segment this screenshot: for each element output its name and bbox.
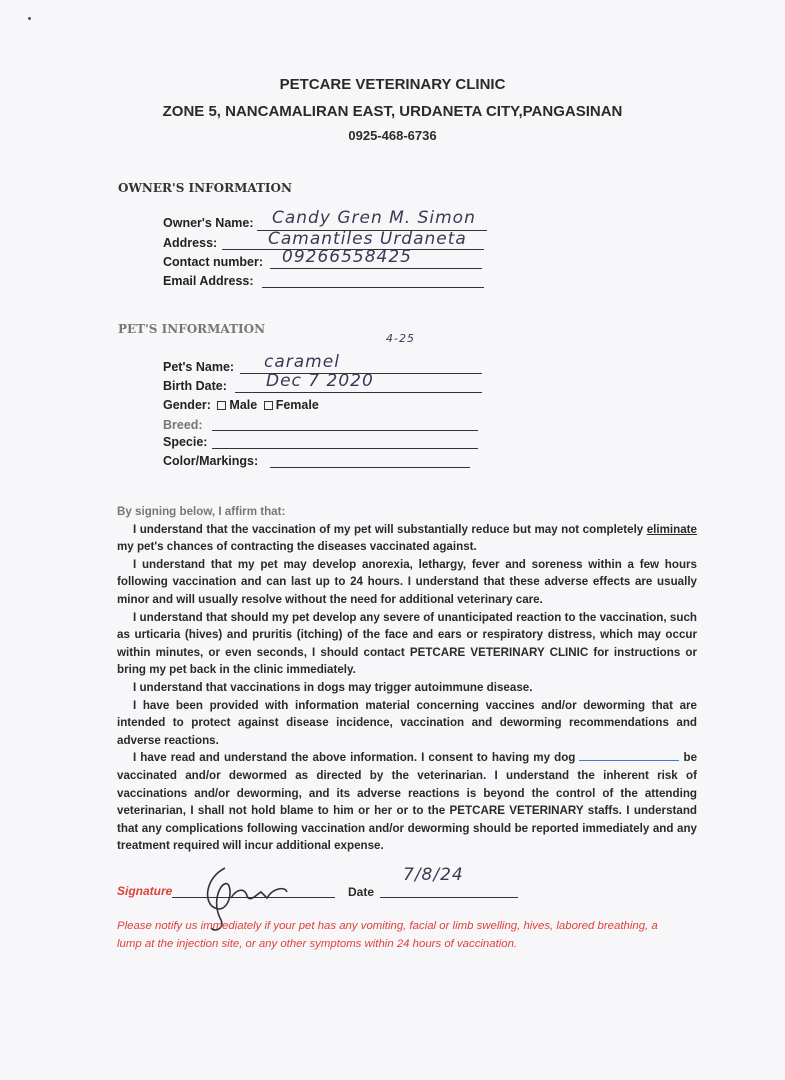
pet-section-title: PET'S INFORMATION xyxy=(118,322,266,336)
breed-label: Breed: xyxy=(163,418,203,432)
birth-value: Dec 7 2020 xyxy=(266,371,374,391)
consent-p2: I understand that my pet may develop anorexia, lethargy, fever and soreness within a few hours following vaccination and can last up to 24 hours. I understand that these adverse effects are usually minor and will usually resolve without the need for additional veterinary care. xyxy=(117,557,697,606)
pet-name-label: Pet's Name: xyxy=(163,360,235,374)
clinic-name: PETCARE VETERINARY CLINIC xyxy=(279,76,506,93)
email-line xyxy=(262,287,484,288)
clinic-phone: 0925-468-6736 xyxy=(348,128,437,143)
notice-text: Please notify us immediately if your pet has any vomiting, facial or limb swelling, hives, labored breathing, a lump at the injection site, or any other symptoms within 24 hours of vaccination. xyxy=(117,920,658,950)
signature-label: Signature xyxy=(117,884,173,898)
clinic-address: ZONE 5, NANCAMALIRAN EAST, URDANETA CITY,PANGASINAN xyxy=(162,103,623,120)
consent-p4: I understand that vaccinations in dogs may trigger autoimmune disease. xyxy=(133,680,533,694)
consent-p5: I have been provided with information material concerning vaccines and/or deworming that are intended to protect against disease incidence, vaccination and deworming recommendations and adverse reactions. xyxy=(117,698,697,747)
pet-note: 4-25 xyxy=(386,332,415,345)
birth-line xyxy=(235,392,482,393)
date-line xyxy=(380,897,518,898)
specie-line xyxy=(212,448,478,449)
consent-p6: I have read and understand the above information. I consent to having my dog be vaccinated and/or dewormed as directed by the veterinarian. I understand the inherent risk of vaccinations and/or deworming, and its adverse reactions is beyond the control of the attending veterinarian, I shall not hold blame to him or her or to the PETCARE VETERINARY staffs. I understand that any complications following vaccination and/or deworming should be reported immediately and any treatment required will incur additional expense. xyxy=(117,751,698,853)
address-label: Address: xyxy=(163,236,218,250)
email-label: Email Address: xyxy=(163,274,254,288)
consent-p1: I understand that the vaccination of my pet will substantially reduce but may not completely eliminate my pet's chances of contracting the diseases vaccinated against. xyxy=(117,522,697,554)
male-label: Male xyxy=(229,398,258,412)
owner-name-value: Candy Gren M. Simon xyxy=(272,208,476,228)
owner-section-title: OWNER'S INFORMATION xyxy=(118,181,292,195)
pet-name-value: caramel xyxy=(264,352,340,372)
date-value: 7/8/24 xyxy=(403,865,464,885)
birth-label: Birth Date: xyxy=(163,379,227,393)
female-checkbox[interactable] xyxy=(264,401,273,410)
male-checkbox[interactable] xyxy=(217,401,226,410)
color-label: Color/Markings: xyxy=(163,454,259,468)
owner-name-label: Owner's Name: xyxy=(163,216,254,230)
consent-intro: By signing below, I affirm that: xyxy=(117,505,286,518)
consent-text xyxy=(117,503,697,855)
gender-label: Gender: xyxy=(163,398,211,412)
address-value: Camantiles Urdaneta xyxy=(268,229,467,249)
speck xyxy=(28,17,31,20)
specie-label: Specie: xyxy=(163,435,208,449)
contact-value: 09266558425 xyxy=(282,247,412,267)
contact-label: Contact number: xyxy=(163,255,263,269)
color-line xyxy=(270,467,470,468)
contact-line xyxy=(270,268,482,269)
consent-p3: I understand that should my pet develop any severe of unanticipated reaction to the vaccination, such as urticaria (hives) and pruritis (itching) of the face and ears or respiratory distress, which may occur within minutes, or even seconds, I should contact PETCARE VETERINARY CLINIC for instructions or bring my pet back in the clinic immediately. xyxy=(117,610,697,677)
date-label: Date xyxy=(348,885,375,899)
gender-row xyxy=(163,398,319,412)
female-label: Female xyxy=(275,398,319,412)
breed-line xyxy=(212,430,478,431)
